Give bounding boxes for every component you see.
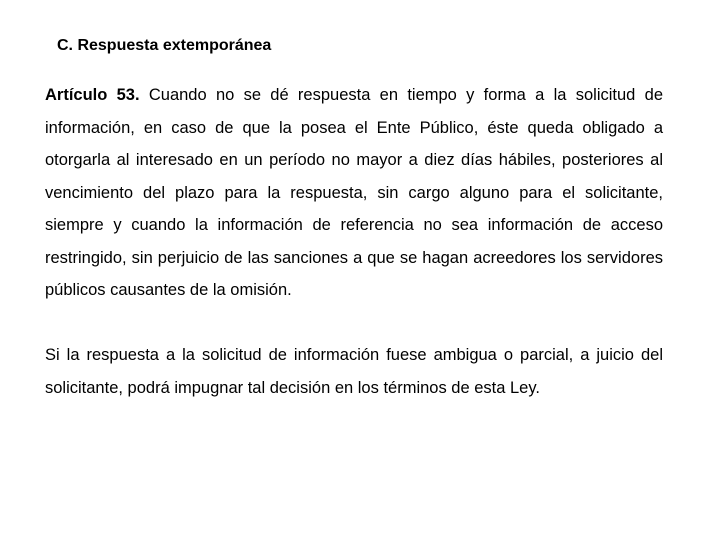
article-label: Artículo 53. xyxy=(45,86,140,104)
article-53-paragraph xyxy=(45,79,663,307)
second-paragraph: Si la respuesta a la solicitud de información fuese ambigua o parcial, a juicio del solicitante, podrá impugnar tal decisión en los términos de esta Ley. xyxy=(45,346,663,397)
article-text: Cuando no se dé respuesta en tiempo y forma a la solicitud de información, en caso de que la posea el Ente Público, éste queda obligado a otorgarla al interesado en un período no mayor a diez días hábiles, posteriores al vencimiento del plazo para la respuesta, sin cargo alguno para el solicitante, siempre y cuando la información de referencia no sea información de acceso restringido, sin perjuicio de las sanciones a que se hagan acreedores los servidores públicos causantes de la omisión. xyxy=(45,86,663,299)
section-heading: C. Respuesta extemporánea xyxy=(57,37,272,54)
